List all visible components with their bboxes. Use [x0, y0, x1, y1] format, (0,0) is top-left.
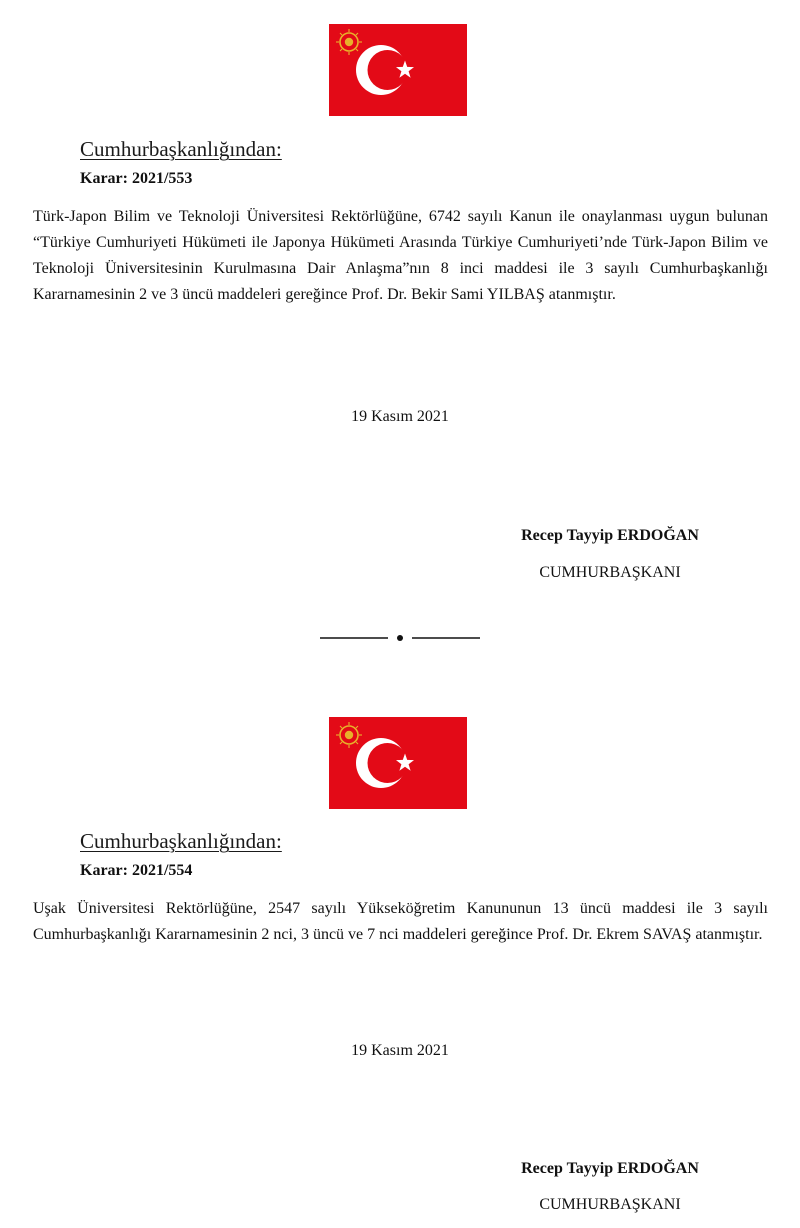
decision-date: 19 Kasım 2021	[351, 408, 449, 425]
decision-body: Türk-Japon Bilim ve Teknoloji Üniversitesi Rektörlüğüne, 6742 sayılı Kanun ile onaylanması uygun bulunan “Türkiye Cumhuriyeti Hükümeti ile Japonya Hükümeti Arasında Türkiye Cumhuriyeti’nde Türk-Japon Bilim ve Teknoloji Üniversitesinin Kurulmasına Dair Anlaşma”nın 8 inci maddesi ile 3 sayılı Cumhurbaşkanlığı Kararnamesinin 2 ve 3 üncü maddeleri gereğince Prof. Dr. Bekir Sami YILBAŞ atanmıştır.	[33, 208, 768, 303]
issuer-heading: Cumhurbaşkanlığından:	[80, 137, 282, 161]
turkish-flag-icon	[329, 24, 467, 116]
decision-body: Uşak Üniversitesi Rektörlüğüne, 2547 sayılı Yükseköğretim Kanununun 13 üncü maddesi ile 3 sayılı Cumhurbaşkanlığı Kararnamesinin 2 nci, 3 üncü ve 7 nci maddeleri gereğince Prof. Dr. Ekrem SAVAŞ atanmıştır.	[33, 900, 768, 943]
turkish-flag-icon	[329, 717, 467, 809]
signatory-title: CUMHURBAŞKANI	[539, 564, 681, 581]
decision-number: Karar: 2021/554	[80, 862, 193, 879]
issuer-heading: Cumhurbaşkanlığından:	[80, 829, 282, 853]
decision-number: Karar: 2021/553	[80, 170, 193, 187]
decision-date: 19 Kasım 2021	[351, 1042, 449, 1059]
signatory-name: Recep Tayyip ERDOĞAN	[521, 527, 699, 544]
separator-icon	[318, 628, 482, 648]
signatory-title: CUMHURBAŞKANI	[539, 1196, 681, 1213]
signatory-name: Recep Tayyip ERDOĞAN	[521, 1160, 699, 1177]
